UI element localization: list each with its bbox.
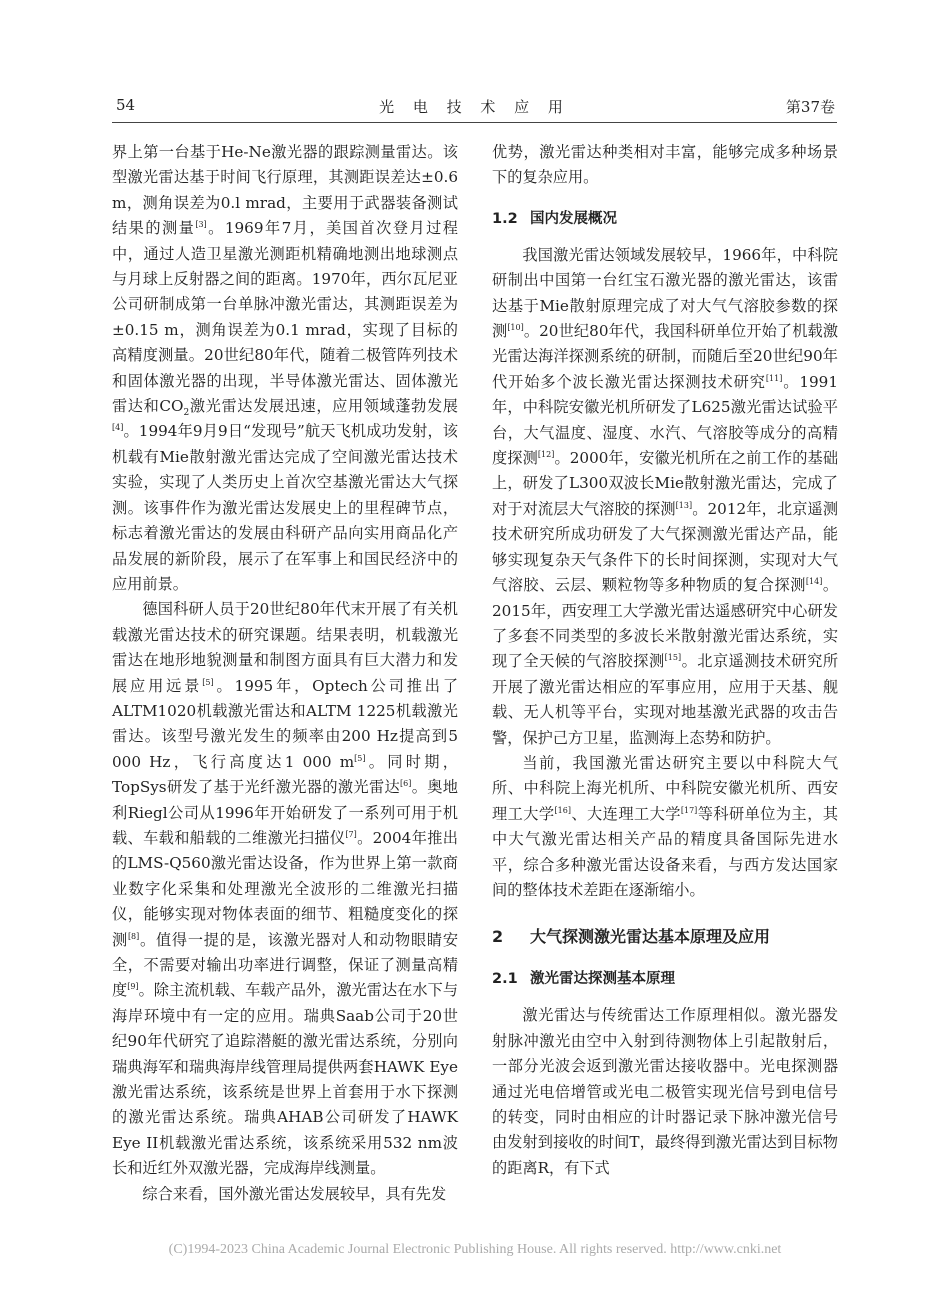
section-heading-2: 2 大气探测激光雷达基本原理及应用 bbox=[492, 927, 771, 947]
citation[interactable]: [8] bbox=[127, 931, 140, 941]
citation[interactable]: [7] bbox=[345, 829, 357, 839]
running-header bbox=[112, 96, 837, 123]
citation[interactable]: [11] bbox=[765, 373, 783, 383]
right-column bbox=[492, 140, 838, 1181]
citation[interactable]: [15] bbox=[664, 653, 682, 663]
paragraph: 综合来看，国外激光雷达发展较早，具有先发 bbox=[142, 1184, 447, 1203]
section-heading-2-1: 2.1 激光雷达探测基本原理 bbox=[492, 971, 675, 988]
citation[interactable]: [5] bbox=[354, 753, 366, 763]
citation[interactable]: [6] bbox=[400, 779, 412, 789]
citation[interactable]: [14] bbox=[805, 577, 823, 587]
citation[interactable]: [12] bbox=[537, 450, 555, 459]
citation[interactable]: [3] bbox=[195, 220, 207, 230]
citation[interactable]: [10] bbox=[507, 322, 524, 332]
page-number: 54 bbox=[116, 96, 136, 114]
volume-label: 第37卷 bbox=[785, 98, 835, 116]
paragraph: 激光雷达与传统雷达工作原理相似。激光器发射脉冲激光由空中入射到待测物体上引起散射后，一部分光波会返到激光雷达接收器中。光电探测器通过光电倍增管或光电二极管实现光信号到电信号的转变，同时由相应的计时器记录下脉冲激光信号由发射到接收的时间T，最终得到激光雷达到目标物的距离R，有下式 bbox=[492, 1006, 838, 1177]
citation[interactable]: [9] bbox=[127, 982, 139, 992]
citation[interactable]: [13] bbox=[675, 500, 693, 510]
paragraph: 我国激光雷达领域发展较早，1966年，中科院研制出中国第一台红宝石激光器的激光雷达，该雷达基于Mie散射原理完成了对大气气溶胶参数的探测[10]。20世纪80年代，我国科研单位开始了机载激光雷达海洋探测系统的研制，而随后至20世纪90年代开始多个波长激光雷达探测技术研究[11]。1991年，中科院安徽光机所研发了L625激光雷达试验平台，大气温度、湿度、水汽、气溶胶等成分的高精度探测[12]。2000年，安徽光机所在之前工作的基础上，研发了L300双波长Mie散射激光雷达，完成了对于对流层大气溶胶的探测[13]。2012年，北京遥测技术研究所成功研发了大气探测激光雷达产品，能够实现复杂天气条件下的长时间探测，实现对大气气溶胶、云层、颗粒物等多种物质的复合探测[14]。2015年，西安理工大学激光雷达遥感研究中心研发了多套不同类型的多波长米散射激光雷达系统，实现了全天候的气溶胶探测[15]。北京遥测技术研究所开展了激光雷达相应的军事应用，应用于天基、舰载、无人机等平台，实现对地基激光武器的攻击告警，保护己方卫星，监测海上态势和防护。 bbox=[492, 245, 839, 747]
paragraph: 界上第一台基于He-Ne激光器的跟踪测量雷达。该型激光雷达基于时间飞行原理，其测距误差达±0.6 m，测角误差为0.l mrad，主要用于武器装备测试结果的测量[3]。1969年7月，美国首次登月过程中，通过人造卫星激光测距机精确地测出地球测点与月球上反射器之间的距离。1970年，西尔瓦尼亚公司研制成第一台单脉冲激光雷达，其测距误差为±0.15 m，测角误差为0.1 mrad，实现了目标的高精度测量。20世纪80年代，随着二极管阵列技术和固体激光器的出现，半导体激光雷达、固体激光雷达和$CO_2$激光雷达发展迅速，应用领域蓬勃发展[4]。1994年9月9日“发现号”航天飞机成功发射，该机载有Mie散射激光雷达完成了空间激光雷达技术实验，实现了人类历史上首次空基激光雷达大气探测。该事件作为激光雷达发展史上的里程碑节点，标志着激光雷达的发展由科研产品向实用商品化产品发展的新阶段，展示了在军事上和国民经济中的应用前景。 bbox=[112, 143, 458, 593]
left-column bbox=[112, 140, 458, 1207]
paragraph: 当前，我国激光雷达研究主要以中科院大气所、中科院上海光机所、中科院安徽光机所、西安理工大学[16]、大连理工大学[17]等科研单位为主，其中大气激光雷达相关产品的精度具备国际先进水平，综合多种激光雷达设备来看，与西方发达国家间的整体技术差距在逐渐缩小。 bbox=[492, 753, 839, 899]
copyright-footer: (C)1994-2023 China Academic Journal Electronic Publishing House. All rights reserved. http://www.cnki.net bbox=[168, 1242, 782, 1257]
paragraph: 德国科研人员于20世纪80年代末开展了有关机载激光雷达技术的研究课题。结果表明，机载激光雷达在地形地貌测量和制图方面具有巨大潜力和发展应用远景[5]。1995年，Optech公司推出了ALTM1020机载激光雷达和ALTM 1225机载激光雷达。该型号激光发生的频率由200 Hz提高到5 000 Hz，飞行高度达1 000 m[5]。同时期，TopSys研发了基于光纤激光器的激光雷达[6]。奥地利Riegl公司从1996年开始研发了一系列可用于机载、车载和船载的二维激光扫描仪[7]。2004年推出的LMS-Q560激光雷达设备，作为世界上第一款商业数字化采集和处理激光全波形的二维激光扫描仪，能够实现对物体表面的细节、粗糙度变化的探测[8]。值得一提的是，该激光器对人和动物眼睛安全，不需要对输出功率进行调整，保证了测量高精度[9]。除主流机载、车载产品外，激光雷达在水下与海岸环境中有一定的应用。瑞典Saab公司于20世纪90年代研究了追踪潜艇的激光雷达系统，分别向瑞典海军和瑞典海岸线管理局提供两套HAWK Eye激光雷达系统，该系统是世界上首套用于水下探测的激光雷达系统。瑞典AHAB公司研发了HAWK Eye II机载激光雷达系统，该系统采用532 nm波长和近红外双激光器，完成海岸线测量。 bbox=[112, 600, 459, 1178]
citation[interactable]: [17] bbox=[680, 805, 698, 815]
journal-title: 光 电 技 术 应 用 bbox=[379, 98, 570, 116]
citation[interactable]: [5] bbox=[202, 677, 214, 687]
paragraph: 优势，激光雷达种类相对丰富，能够完成多种场景下的复杂应用。 bbox=[492, 143, 838, 187]
citation[interactable]: [4] bbox=[112, 423, 124, 433]
section-heading-1-2: 1.2 国内发展概况 bbox=[492, 210, 617, 227]
citation[interactable]: [16] bbox=[554, 805, 571, 815]
